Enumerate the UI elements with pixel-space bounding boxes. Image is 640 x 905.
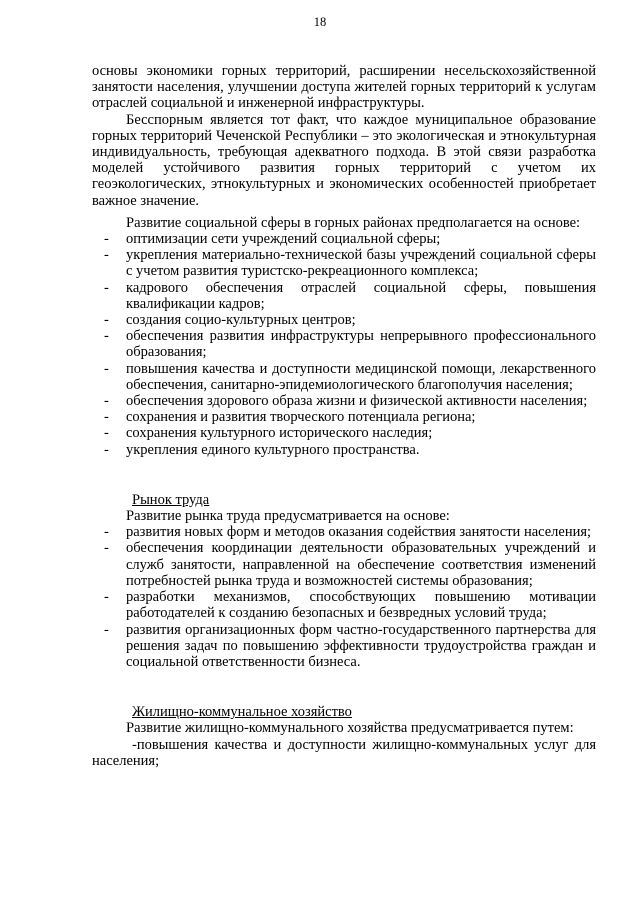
intro-paragraph-1: основы экономики горных территорий, расширении несельскохозяйственной занятости населения, улучшении доступа жителей горных территорий к услугам отраслей социальной и инженерной инфраструктуры. [92,63,596,112]
list-item: - кадрового обеспечения отраслей социальной сферы, повышения квалификации кадров; [104,279,596,312]
list-item: - оптимизации сети учреждений социальной сферы; [104,231,441,248]
list-item: - обеспечения развития инфраструктуры непрерывного профессионального образования; [104,328,596,361]
page-number: 18 [313,15,327,29]
list-item: - разработки механизмов, способствующих повышению мотивации работодателей к созданию безопасных и безвредных условий труда; [104,589,596,622]
labor-market-heading: Рынок труда [132,491,210,508]
labor-market-list [92,524,596,670]
list-item: - развития новых форм и методов оказания содействия занятости населения; [104,524,592,541]
housing-lead: Развитие жилищно-коммунального хозяйства предусматривается путем: [126,720,574,737]
social-lead: Развитие социальной сферы в горных районах предполагается на основе: [126,214,581,231]
list-item: - обеспечения координации деятельности образовательных учреждений и служб занятости, направленной на обеспечение соответствия изменений потребностей рынка труда и возможностей системы образования; [104,540,596,589]
housing-item: -повышения качества и доступности жилищно-коммунальных услуг для населения; [92,736,596,769]
housing-heading: Жилищно-коммунальное хозяйство [132,704,352,721]
social-list [92,231,596,458]
list-item: - обеспечения здорового образа жизни и физической активности населения; [104,393,588,410]
list-item: - развития организационных форм частно-государственного партнерства для решения задач по повышению эффективности трудоустройства граждан и социальной ответственности бизнеса. [104,621,596,670]
list-item: - укрепления единого культурного пространства. [104,441,420,458]
page-content [92,63,596,769]
list-item: - укрепления материально-технической базы учреждений социальной сферы с учетом развития туристско-рекреационного комплекса; [104,247,596,280]
intro-paragraph-2: Бесспорным является тот факт, что каждое муниципальное образование горных территорий Чеченской Республики – это экологическая и этнокультурная индивидуальность, требующая адекватного подхода. В этой связи разработка моделей устойчивого развития горных территорий с учетом их геоэкологических, этнокультурных и экономических особенностей приобретает важное значение. [92,111,596,209]
list-item: - сохранения культурного исторического наследия; [104,425,433,442]
list-item: - повышения качества и доступности медицинской помощи, лекарственного обеспечения, санитарно-эпидемиологического благополучия населения; [104,360,596,393]
labor-market-lead: Развитие рынка труда предусматривается на основе: [126,508,450,525]
list-item: - сохранения и развития творческого потенциала региона; [104,409,476,426]
list-item: - создания социо-культурных центров; [104,312,356,329]
